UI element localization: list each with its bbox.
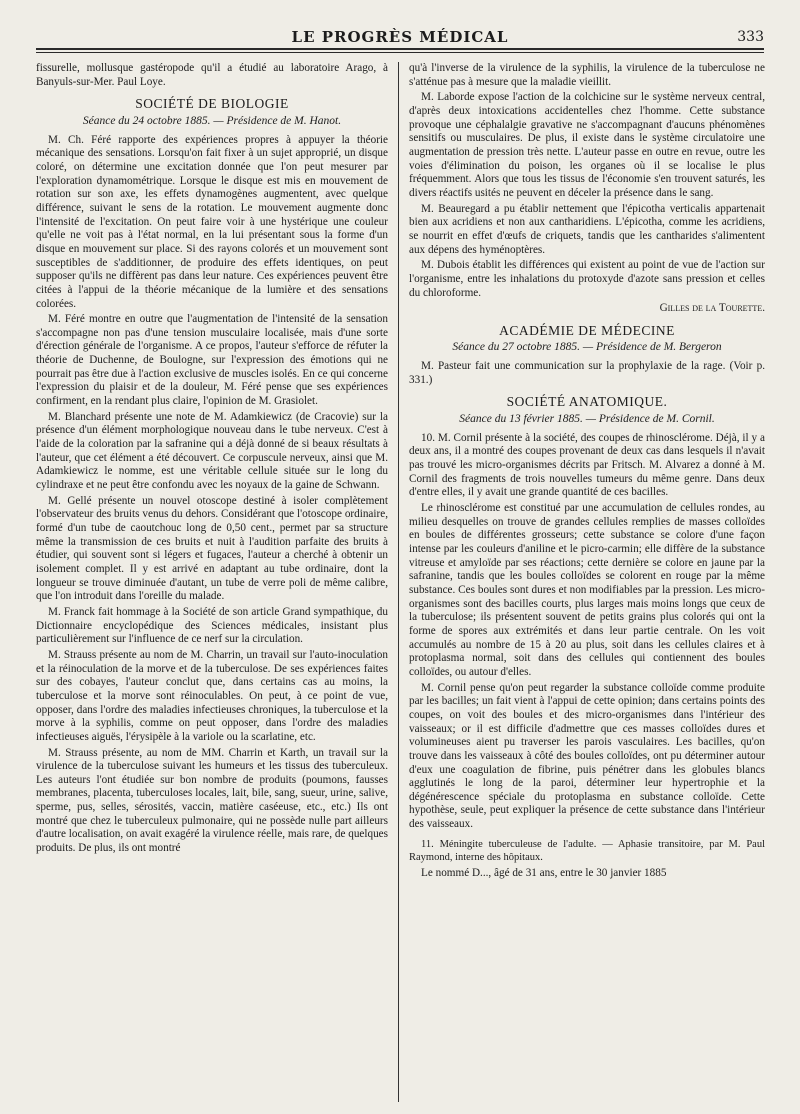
page-number: 333 — [737, 29, 764, 45]
paragraph: M. Cornil pense qu'on peut regarder la substance colloïde comme produite par les bacilles; un fait vient à l'appui de cette opinion; dans certains points des coupes, on voit des boules et des micro-organismes dans l'intérieur des vaisseaux; or il est difficile d'admettre que ces masses colloïdes dures et volumineuses aient pu traverser les parois vasculaires. Les bacilles, qu'on trouve dans les vaisseaux à côté des boules colloïdes, ont pu déterminer autour d'eux une coagulation de fibrine, puis pénétrer dans les globules blancs agglutinés le long de la paroi, déterminer leur hypertrophie et la dégénérescence spéciale du protoplasma en substance colloïde. Cette hypothèse, seule, peut expliquer la présence de cette substance dans l'intérieur des vaisseaux. — [409, 681, 765, 831]
left-column — [36, 62, 388, 1102]
seance-line: Séance du 27 octobre 1885. — Présidence de M. Bergeron — [452, 341, 722, 354]
observation-title: 11. Méningite tuberculeuse de l'adulte. — Aphasie transitoire, par M. Paul Raymond, interne des hôpitaux. — [409, 838, 765, 864]
right-column — [409, 62, 765, 1102]
paragraph: M. Pasteur fait une communication sur la prophylaxie de la rage. (Voir p. 331.) — [409, 360, 765, 386]
paragraph: M. Gellé présente un nouvel otoscope destiné à isoler complètement l'observateur des bruits venus du dehors. Considérant que l'otoscope ordinaire, formé d'un tube de caoutchouc long de 0,50 cent., permet par sa structure même la transmission de ces bruits et nuit à l'audition parfaite des bruits à étudier, qui souvent sont si légers et fugaces, l'auteur a cherché à obtenir un isolement complet. Il y est arrivé en adaptant au tube ordinaire, dont la longueur se trouve diminuée d'autant, un tube de verre poli de même calibre, que l'on introduit dans l'oreille du malade. — [36, 494, 388, 603]
paragraph: M. Laborde expose l'action de la colchicine sur le système nerveux central, d'après deux intoxications accidentelles chez l'homme. Cette substance provoque une céphalalgie gravative ne s'accompagnant d'aucuns phénomènes sensitifs ou musculaires. De plus, il existe dans le système circulatoire une augmentation de pression très nette. L'auteur passe en outre en revue, outre les voies d'élimination du poison, les organes où il se localise le plus fréquemment. Alors que tous les tissus de l'économie s'en trouvent saturés, les divers réactifs usités ne peuvent en déceler la présence dans le sang. — [409, 91, 765, 199]
paragraph: qu'à l'inverse de la virulence de la syphilis, la virulence de la tuberculose ne s'atténue pas à mesure que la maladie vieillit. — [409, 62, 765, 88]
paragraph: M. Strauss présente, au nom de MM. Charrin et Karth, un travail sur la virulence de la tuberculose suivant les humeurs et les tissus des tuberculeux. Les auteurs l'ont étudiée sur bon nombre de produits (poumons, fausses membranes, placenta, tuberculoses locales, lait, bile, sang, sueur, urine, salive, sperme, pus, selles, sérosités, vaccin, matière caséeuse, etc., etc.) Ils ont montré que chez le tuberculeux pulmonaire, qui ne possède nulle part ailleurs d'autre localisation, on avait exagéré la virulence réelle, mais rare, de quelques produits. De plus, ils ont montré — [36, 746, 388, 855]
column-divider — [398, 62, 399, 1102]
page-header — [36, 26, 764, 50]
paragraph: M. Féré montre en outre que l'augmentation de l'intensité de la sensation s'accompagne non pas d'une tension musculaire localisée, mais d'une sorte d'érection générale de l'organisme. A ce propos, l'auteur s'efforce de réfuter la théorie de Duchenne, de Boulogne, sur l'expression des émotions qui ne pourrait pas être due à l'action exclusive de muscles isolés. En ce qui concerne l'expression du plaisir et de la douleur, M. Féré pense que ses expériences confirment, en la rendant plus claire, l'opinion de M. Grasiolet. — [36, 313, 388, 408]
paragraph: M. Blanchard présente une note de M. Adamkiewicz (de Cracovie) sur la présence d'un élément morphologique nouveau dans le tube nerveux. C'est à l'aide de la coloration par la safranine qui a déjà donné de si beaux résultats à l'auteur, que cet élément a été découvert. Ce corpuscule nerveux, ainsi que M. Adamkiewicz le nomme, est une véritable cellule située sur le long du cylindraxe et ne peut être confondu avec les noyaux de la gaine de Schwann. — [36, 410, 388, 492]
section-title-anatomique: SOCIÉTÉ ANATOMIQUE. — [506, 394, 668, 410]
seance-line: Séance du 24 octobre 1885. — Présidence de M. Hanot. — [82, 114, 342, 127]
author-signature: Gilles de la Tourette. — [659, 302, 765, 315]
paragraph: M. Dubois établit les différences qui existent au point de vue de l'action sur l'organisme, entre les inhalations du protoxyde d'azote sans pression et celles du chloroforme. — [409, 259, 765, 299]
header-rule — [36, 52, 764, 53]
paragraph: M. Beauregard a pu établir nettement que l'épicotha verticalis appartenait bien aux acridiens et non aux cantharidiens. L'épicotha, comme les acridiens, se nourrit en effet d'œufs de criquets, tandis que les cantharides s'alimentent aux dépens des hyménoptères. — [409, 202, 765, 256]
paragraph: fissurelle, mollusque gastéropode qu'il a étudié au laboratoire Arago, à Banyuls-sur-Mer. Paul Loye. — [36, 62, 388, 88]
paragraph: Le rhinosclérome est constitué par une accumulation de cellules rondes, au milieu desquelles on trouve de grandes cellules remplies de masses colloïdes en boules de différentes grosseurs; cette substance se colore d'une façon intense par les couleurs d'aniline et le picro-carmin; elle diffère de la substance vitreuse et amyloïde par ses réactions; cette dernière se colore en jaune par la safranine, tandis que les boules colloïdes se colorent en rouge par la même substance. Ces boules sont dures et non modifiables par la pression. Les micro-organismes sont des bacilles courts, plus larges mais moins longs que ceux de la tuberculose; ils présentent souvent de petits grains plus colorés qui ont la forme de spores aux extrémités et dans leur partie centrale. On les voit accumulés au nombre de 15 à 20 au plus, soit dans les cellules claires et à protoplasma normal, soit dans des cellules qui contiennent des boules colloïdes, ou autour d'elles. — [409, 502, 765, 678]
section-title-academie: ACADÉMIE DE MÉDECINE — [499, 322, 675, 338]
seance-line: Séance du 13 février 1885. — Présidence de M. Cornil. — [459, 413, 715, 426]
paragraph: M. Franck fait hommage à la Société de son article Grand sympathique, du Dictionnaire encyclopédique des Sciences médicales, insistant plus particulièrement sur l'influence de ce nerf sur la circulation. — [36, 605, 388, 646]
paragraph: M. Ch. Féré rapporte des expériences propres à appuyer la théorie mécanique des sensations. Lorsqu'on fait fixer à un sujet approprié, un disque coloré, on détermine une excitation donnée que l'on peut mesurer par l'exploration dynamométrique. Lorsque le disque est mis en mouvement de rotation sur son axe, les effets dynamogènes augmentent, avec quelque différence, suivant le sens de la rotation. Le mouvement augmente donc l'intensité de l'excitation. On peut faire voir à une hystérique une couleur qu'elle ne voit pas à l'état normal, en la lui présentant sous la forme d'un disque en mouvement sur place. Si des rayons colorés et un mouvement sont susceptibles de s'additionner, de produire des effets identiques, on peut supposer qu'ils ne diffèrent pas dans leur nature. Ces expériences peuvent être citées à l'appui de la théorie mécanique de la lumière et des sensations colorées. — [36, 133, 388, 310]
journal-title: LE PROGRÈS MÉDICAL — [291, 28, 509, 46]
paragraph: Le nommé D..., âgé de 31 ans, entre le 30 janvier 1885 — [421, 867, 667, 880]
paragraph: M. Strauss présente au nom de M. Charrin, un travail sur l'auto-inoculation et la réinoculation de la morve et de la tuberculose. De ses expériences faites sur des cobayes, l'auteur conclut que, dans certains cas au moins, la tuberculose et la morve sont réinoculables. On peut, à ce point de vue, opposer, dans l'ordre des maladies infectieuses chroniques, la tuberculose et la morve à la syphilis, comme on peut opposer, dans l'ordre des maladies infectieuses aiguës, l'érysipèle à la variole ou la scarlatine, etc. — [36, 648, 388, 743]
paragraph: 10. M. Cornil présente à la société, des coupes de rhinosclérome. Déjà, il y a deux ans, il a montré des coupes provenant de deux cas dans lesquels il n'avait pas trouvé les micro-organismes décrits par Fritsch. M. Alvarez a donné à M. Cornil des fragments de trois nouvelles tumeurs du même genre. Dans deux d'entre elles, il y avait une grande quantité de ces bacilles. — [409, 431, 765, 499]
section-title-biologie: SOCIÉTÉ DE BIOLOGIE — [135, 96, 289, 112]
